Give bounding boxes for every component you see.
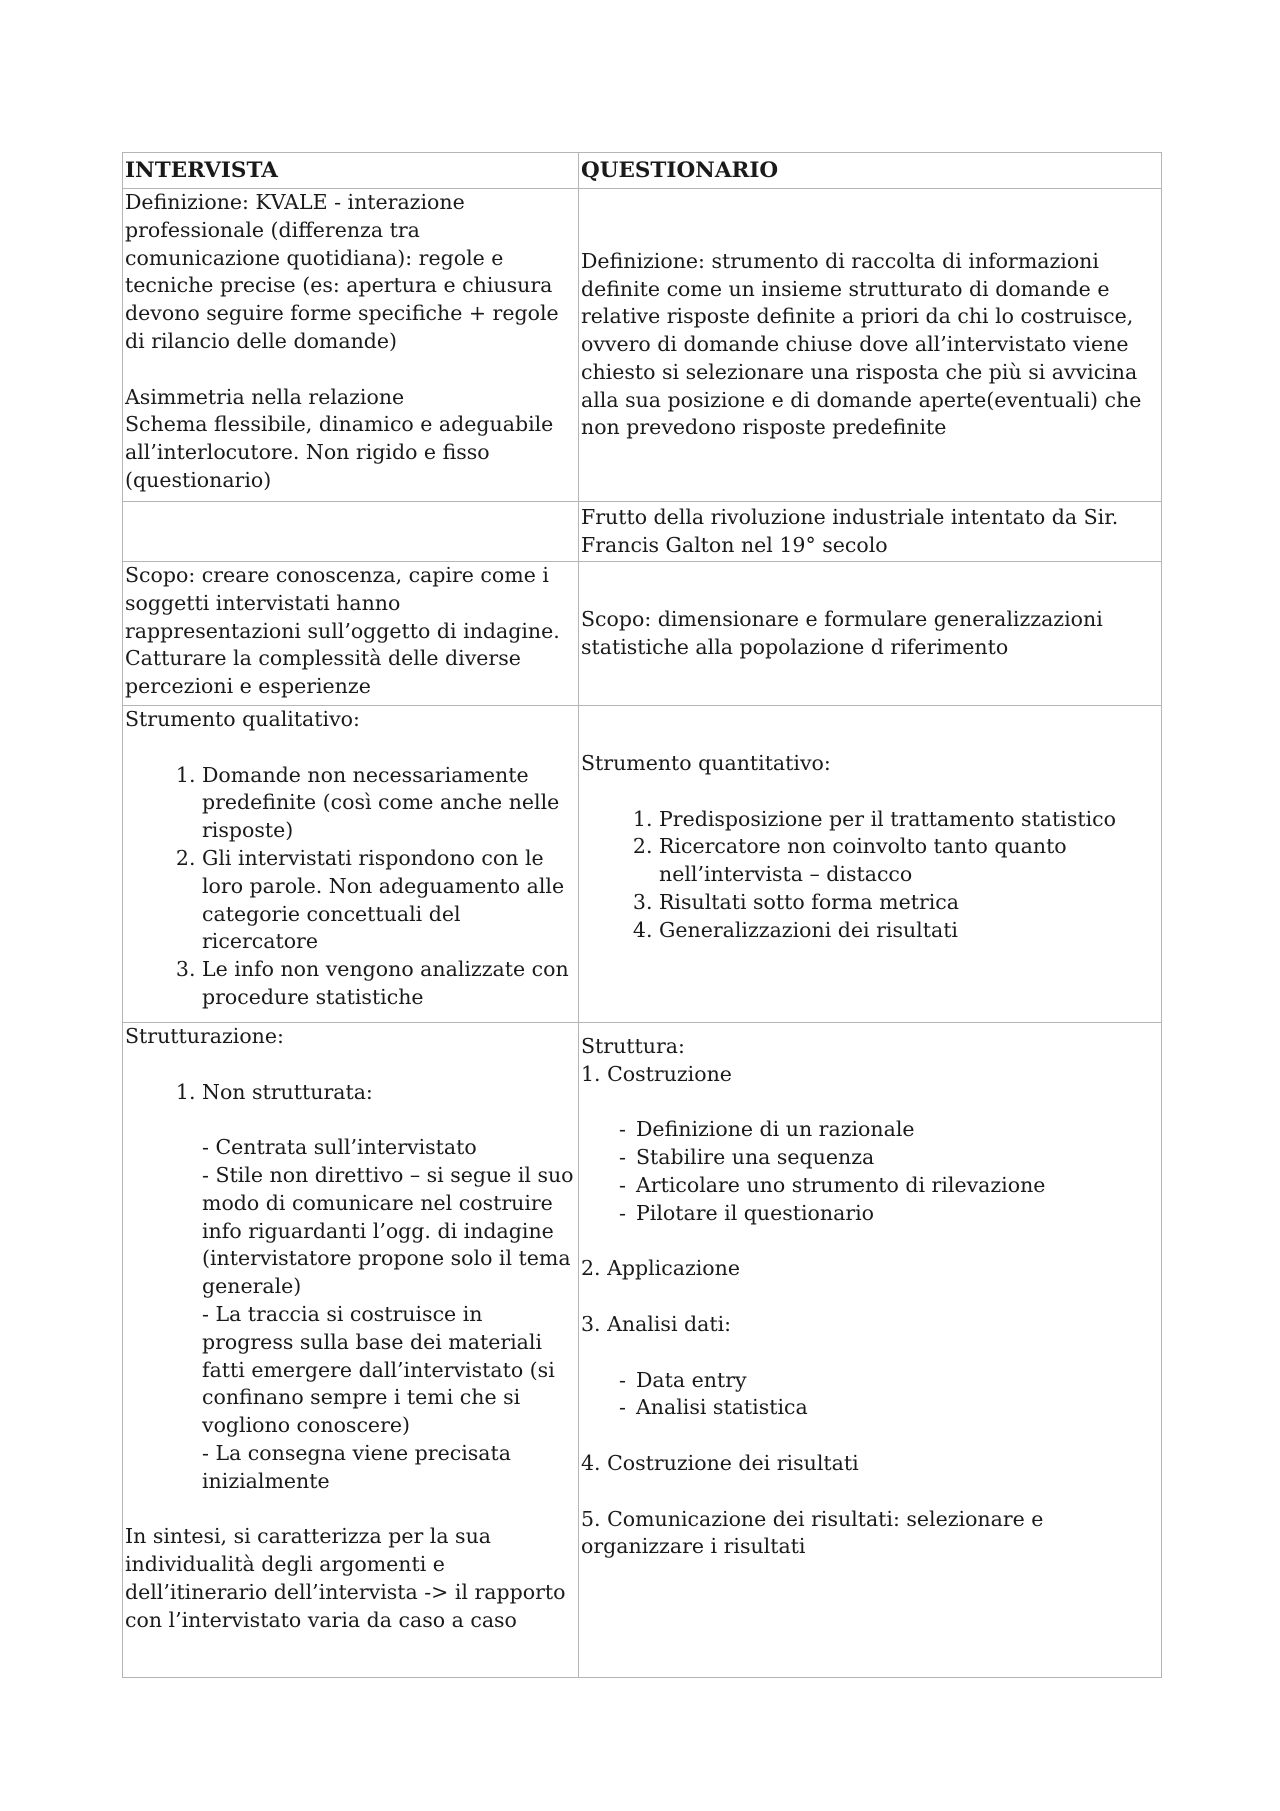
step-applicazione: 2. Applicazione [581, 1256, 740, 1281]
row-scopo [123, 562, 1162, 706]
schema-text: Schema flessibile, dinamico e adeguabile all’interlocutore. Non rigido e fisso (questionario) [125, 412, 554, 492]
row-strumento [123, 706, 1162, 1023]
costruzione-list [581, 1116, 1160, 1227]
list-item: - Pilotare il questionario [619, 1200, 1160, 1228]
row-struttura [123, 1023, 1162, 1678]
cell-strumento-questionario [579, 706, 1162, 1023]
comparison-table [122, 152, 1162, 1678]
list-item: 4. Generalizzazioni dei risultati [659, 917, 1160, 945]
cell-struttura-intervista [123, 1023, 579, 1678]
step-costruzione-risultati: 4. Costruzione dei risultati [581, 1450, 859, 1475]
strumento-qualitativo-title: Strumento qualitativo: [125, 707, 360, 731]
cell-scopo-intervista: Scopo: creare conoscenza, capire come i soggetti intervistati hanno rappresentazioni sull’oggetto di indagine. Catturare la complessità delle diverse percezioni e esperienze [123, 562, 579, 706]
list-item: 3. Risultati sotto forma metrica [659, 889, 1160, 917]
asimmetria-text: Asimmetria nella relazione [125, 384, 405, 409]
list-item: 3. Le info non vengono analizzate con procedure statistiche [202, 956, 577, 1012]
list-item: - Definizione di un razionale [619, 1116, 1160, 1144]
definizione-questionario: Definizione: strumento di raccolta di informazioni definite come un insieme strutturato di domande e relative risposte definite a priori da chi lo costruisce, ovvero di domande chiuse dove all’intervistato viene chiesto si selezionare una risposta che più si avvicina alla sua posizione e di domande aperte(eventuali) che non prevedono risposte predefinite [581, 248, 1142, 440]
detail-item: - La traccia si costruisce in progress sulla base dei materiali fatti emergere dall’intervistato (si confinano sempre i temi che si vogliono conoscere) [202, 1301, 555, 1438]
strutturazione-title: Strutturazione: [125, 1024, 284, 1048]
row-definizione [123, 189, 1162, 502]
strutturazione-list [125, 1079, 577, 1107]
cell-strumento-intervista [123, 706, 579, 1023]
cell-origine-intervista [123, 502, 579, 562]
non-strutturata-label: Non strutturata: [202, 1079, 373, 1104]
cell-definizione-questionario [579, 189, 1162, 502]
list-item: 2. Ricercatore non coinvolto tanto quanto nell’intervista – distacco [659, 833, 1160, 889]
header-questionario: QUESTIONARIO [579, 153, 1162, 189]
sintesi-text: In sintesi, si caratterizza per la sua individualità degli argomenti e dell’itinerario dell’intervista -> il rapporto con l’intervistato varia da caso a caso [125, 1524, 566, 1632]
list-item: - Analisi statistica [619, 1394, 1160, 1422]
strumento-quantitativo-title: Strumento quantitativo: [581, 751, 831, 775]
header-intervista: INTERVISTA [123, 153, 579, 189]
strumento-quantitativo-list [581, 806, 1160, 945]
list-item: - Stabilire una sequenza [619, 1144, 1160, 1172]
detail-item: - Stile non direttivo – si segue il suo modo di comunicare nel costruire info riguardanti l’ogg. di indagine (intervistatore propone solo il tema generale) [202, 1162, 574, 1299]
definizione-kvale: Definizione: KVALE - interazione professionale (differenza tra comunicazione quotidiana): regole e tecniche precise (es: apertura e chiusura devono seguire forme specifiche + regole di rilancio delle domande) [125, 190, 559, 353]
detail-item: - Centrata sull’intervistato [202, 1135, 477, 1160]
struttura-title: Struttura: [581, 1034, 685, 1058]
list-item: - Articolare uno strumento di rilevazione [619, 1172, 1160, 1200]
cell-scopo-questionario: Scopo: dimensionare e formulare generalizzazioni statistiche alla popolazione d riferimento [579, 562, 1162, 706]
list-item: - Data entry [619, 1367, 1160, 1395]
cell-struttura-questionario [579, 1023, 1162, 1678]
cell-definizione-intervista [123, 189, 579, 502]
list-item [202, 1079, 577, 1107]
header-row [123, 153, 1162, 189]
step-analisi-dati: 3. Analisi dati: [581, 1311, 732, 1336]
analisi-list [581, 1367, 1160, 1423]
step-comunicazione: 5. Comunicazione dei risultati: selezionare e organizzare i risultati [581, 1506, 1044, 1559]
list-item: 1. Predisposizione per il trattamento statistico [659, 806, 1160, 834]
cell-origine-questionario: Frutto della rivoluzione industriale intentato da Sir. Francis Galton nel 19° secolo [579, 502, 1162, 562]
list-item: 2. Gli intervistati rispondono con le loro parole. Non adeguamento alle categorie concettuali del ricercatore [202, 845, 577, 956]
step-costruzione: 1. Costruzione [581, 1061, 732, 1086]
list-item: 1. Domande non necessariamente predefinite (così come anche nelle risposte) [202, 762, 577, 845]
row-origine [123, 502, 1162, 562]
strumento-qualitativo-list [125, 762, 577, 1012]
non-strutturata-details [125, 1134, 577, 1495]
detail-item: - La consegna viene precisata inizialmente [202, 1440, 511, 1493]
